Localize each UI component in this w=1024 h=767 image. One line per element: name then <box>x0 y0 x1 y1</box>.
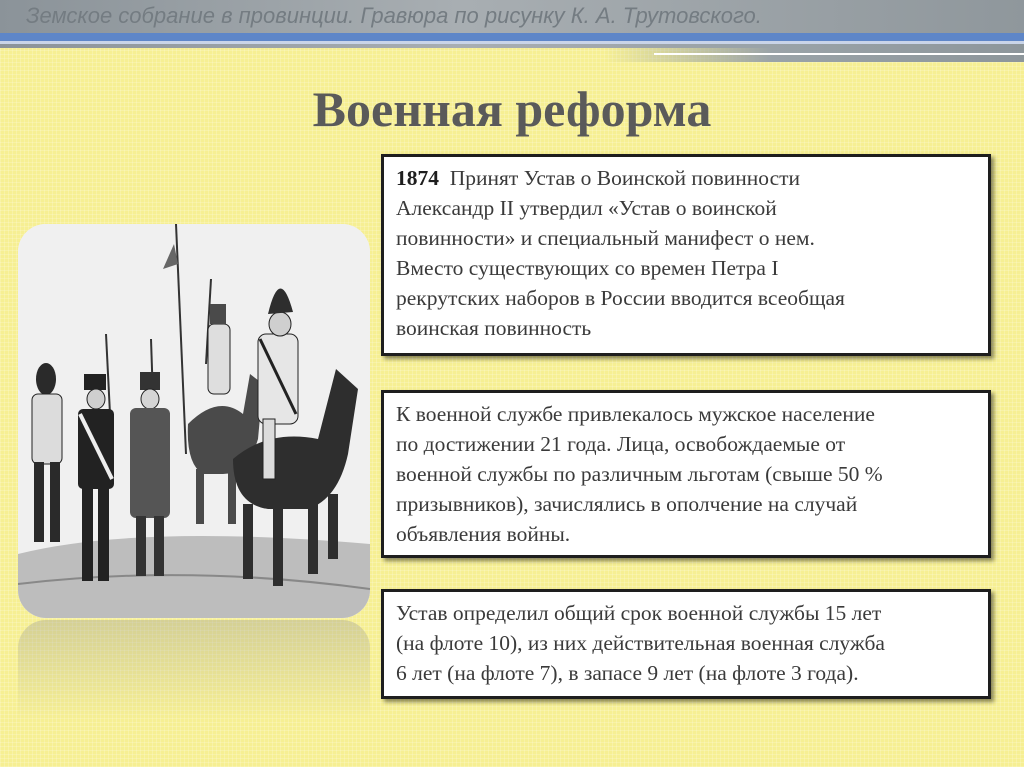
box3-line: 6 лет (на флоте 7), в запасе 9 лет (на флоте 3 года). <box>396 661 859 685</box>
box2-line: объявления войны. <box>396 522 571 546</box>
year-label: 1874 <box>396 166 439 190</box>
white-line <box>654 53 1024 55</box>
picture-reflection <box>18 620 370 720</box>
engraving-caption: Земское собрание в провинции. Гравюра по рисунку К. А. Трутовского. <box>26 3 762 28</box>
box3-line: (на флоте 10), из них действительная военная служба <box>396 631 885 655</box>
box1-line: Александр II утвердил «Устав о воинской <box>396 196 777 220</box>
box1-heading-line <box>396 163 976 193</box>
box1-line: воинская повинность <box>396 316 592 340</box>
soldiers-engraving <box>18 224 370 618</box>
box2-line: К военной службе привлекалось мужское население <box>396 402 875 426</box>
blue-stripe <box>0 33 1024 41</box>
conscription-statute-box <box>381 154 991 356</box>
slide-title: Военная реформа <box>312 81 712 137</box>
service-term-box <box>381 589 991 699</box>
box2-line: по достижении 21 года. Лица, освобождаемые от <box>396 432 846 456</box>
box2-line: призывников), зачислялись в ополчение на случай <box>396 492 858 516</box>
box1-line: повинности» и специальный манифест о нем. <box>396 226 815 250</box>
box3-line: Устав определил общий срок военной службы 15 лет <box>396 601 882 625</box>
service-eligibility-box <box>381 390 991 558</box>
box1-heading: Принят Устав о Воинской повинности <box>449 166 801 190</box>
box1-line: Вместо существующих со времен Петра I <box>396 256 779 280</box>
box1-line: рекрутских наборов в России вводится всеобщая <box>396 286 845 310</box>
box2-line: военной службы по различным льготам (свыше 50 % <box>396 462 883 486</box>
